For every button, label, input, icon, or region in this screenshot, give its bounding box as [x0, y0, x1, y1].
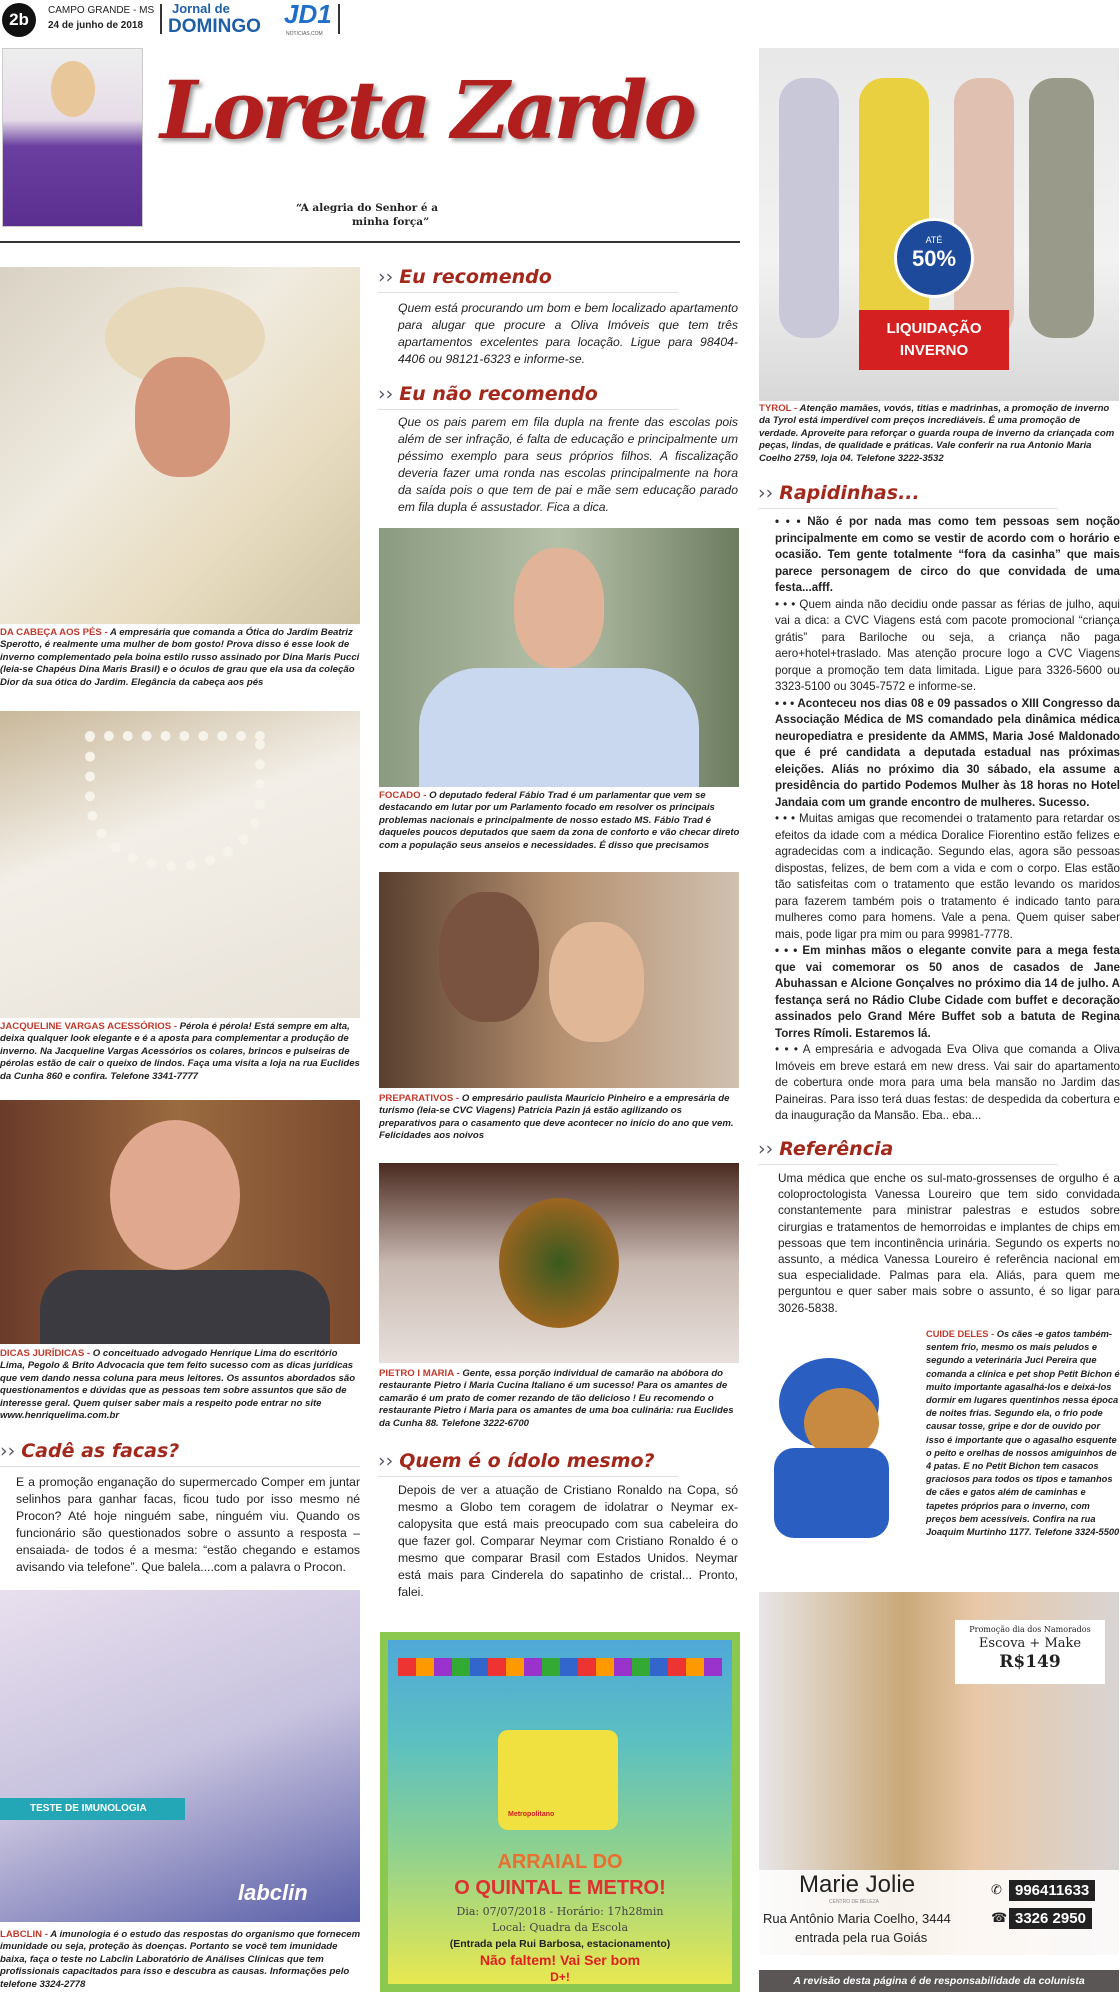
heading-facas: ›› Cadê as facas? — [0, 1440, 360, 1467]
rapidinha-item: • • • Não é por nada mas como tem pessoas sem noção principalmente em como se vestir de acordo com o horário e ocasião. Tem gente totalmente “fora da casinha” que mais parece personagem de circo do que convidada de uma festa...afff. — [775, 515, 1120, 594]
photo-dog — [759, 1328, 919, 1574]
rapidinha-item: • • • Aconteceu nos dias 08 e 09 passados o XIII Congresso da Associação Médica de MS comandado pela dinâmica médica neuropediatra e presidente da AMMS, Maria José Maldonado que é pré candidata a deputada estadual nas próximas eleições. Aliás no próximo dia 30 sábado, ela assume a presidência do partido Podemos Mulher às 18 horas no Hotel Jandaia com um grande encontro de mulheres. Sucesso. — [775, 696, 1120, 809]
whatsapp-icon: ✆ — [991, 1882, 1002, 1897]
masthead-title: Loreta Zardo — [160, 63, 693, 157]
caption-labclin: LABCLIN - A imunologia é o estudo das respostas do organismo que fornecem imunidade ou seja, proteção às doenças. Portanto se você tem imunidade baixa, faça o teste no Labclin Laboratório de Análises Clínicas que tem profissionais capacitados para isso e descubra as causas. Informações pelo telefone 3324-2778 — [0, 1929, 361, 1990]
caption-pietro: PIETRO I MARIA - Gente, essa porção individual de camarão na abóbora do restaurante Pietro i Maria Cucina Italiano é um sucesso! Para os amantes de camarão é um prato de comer rezando de tão delicioso ! Eu recomendo o restaurante Pietro i Maria para os amantes de uma boa culinária: rua Euclides da Cunha 88. Telefone 3222-6700 — [379, 1368, 734, 1429]
heading-idolo: ›› Quem é o ídolo mesmo? — [378, 1450, 678, 1477]
arraial-title2: O QUINTAL E METRO! — [454, 1877, 666, 1899]
sale-circle — [894, 218, 974, 298]
marie-phone2: 3326 2950 — [1009, 1908, 1092, 1929]
motto-line1: “A alegria do Senhor é a — [296, 202, 439, 214]
rapidinha-item: • • • A empresária e advogada Eva Oliva que comanda a Oliva Imóveis em breve estará em new dress. Vai sair do apartamento de cobertura onde mora para uma bela mansão no Jardim das Paineiras. Para isso terá duas festas: de despedida da cobertura e da inauguração da Mansão. Eba.. eba... — [775, 1043, 1120, 1122]
rapidinha-item: • • • Quem ainda não decidiu onde passar as férias de julho, aqui vai a dica: a CVC Viagens está com pacote promocional “criança grátis” para Bariloche ou seja, a criança não paga aero+hotel+traslado. Mas atenção procure logo a CVC Viagens porque a promoção tem data limitada. Ligue para 3326-5600 ou 3323-5100 ou 3045-7572 e informe-se. — [775, 597, 1120, 693]
caption-cuide: CUIDE DELES - Os cães -e gatos também- sentem frio, mesmo os mais peludos e segundo a veterinária Juci Pereira que comanda a clínica e pet shop Petit Bichon é muito importante agasalhá-los e deixá-los dormir em lugares quentinhos nessa época de noites frias. Segundo ela, o frio pode causar tosse, gripe e dor de ouvido por isso é importante que o agasalho esquente o peito e orelhas de nossos amiguinhos de 4 patas. E no Petit Bichon tem casacos graciosos para todos os tipos e tamanhos de cães e gatos além de caminhas e tapetes próprios para o inverno, com preços bem acessíveis. Confira na rua Joaquim Murtinho 1177. Telefone 3324-5500 — [926, 1329, 1120, 1538]
header-city: CAMPO GRANDE - MS — [48, 5, 155, 16]
heading-nao-recomendo: ›› Eu não recomendo — [378, 383, 678, 410]
text-facas: E a promoção enganação do supermercado Comper em juntar selinhos para ganhar facas, ficou tudo por isso mesmo né Procon? Até hoje ninguém sabe, ninguém viu. Quando os funcionário são questionados sobre o assunto a resposta –ensaiada- de todos é a mesma: “estão chegando e estamos avisando via telefone”. Que balela....com a palavra o Procon. — [16, 1475, 360, 1574]
labclin-badge: TESTE DE IMUNOLOGIA — [0, 1798, 185, 1820]
brand-logo-top: Jornal de — [172, 1, 230, 16]
page-number-badge: 2b — [2, 3, 36, 37]
sale-percent: 50% — [911, 246, 957, 271]
heading-rapidinhas: ›› Rapidinhas... — [758, 482, 1058, 509]
brand-logo-bottom: DOMINGO — [168, 16, 261, 37]
arraial-sponsor: Metropolitano — [508, 1811, 555, 1818]
caption-dicas: DICAS JURÍDICAS - O conceituado advogado Henrique Lima do escritório Lima, Pegolo & Brito Advocacia que tem feito sucesso com as dicas jurídicas que vem dando nessa coluna para meus leitores. Os assuntos abordados são questionamentos e dúvidas que as pessoas tem sobre assuntos que são de interesse geral. Quem quiser saber mais a respeito pode entrar no site www.henriquelima.com.br — [0, 1348, 356, 1422]
caption-jacqueline: JACQUELINE VARGAS ACESSÓRIOS - Pérola é pérola! Está sempre em alta, deixa qualquer look elegante e é a aposta para complementar a produção de inverno. Na Jacqueline Vargas Acessórios os colares, brincos e pulseiras de pérolas estão de cair o queixo de lindos. Faça uma visita a loja na rua Euclides da Cunha 860 e confira. Telefone 3341-7777 — [0, 1021, 360, 1082]
arraial-call1: Não faltem! Vai Ser bom — [479, 1952, 641, 1968]
marie-brand-sub: CENTRO DE BELEZA — [829, 1899, 880, 1905]
header-date: 24 de junho de 2018 — [48, 20, 144, 31]
text-referencia: Uma médica que enche os sul-mato-grossenses de orgulho é a coloproctologista Vanessa Loureiro que tem sido convidada constantemente para ministrar palestras e estudos sobre cirurgias e tratamentos de hemorroidas e implantes de chips em pessoas que tem incontinência urinária. Segundo os experts no assunto, a médica Vanessa Loureiro é referência nacional em sua especialidade. Palmas para ela. Aliás, para quem me perguntou e quer saber mais sobre o assunto, é so ligar para 3026-5838. — [778, 1171, 1120, 1315]
sale-ate: ATÉ — [925, 235, 943, 245]
divider — [338, 4, 340, 34]
marie-brand: Marie Jolie — [799, 1871, 916, 1898]
promo-box: Promoção dia dos Namorados Escova + Make R$149 — [955, 1620, 1105, 1684]
photo-henrique — [0, 1100, 360, 1344]
phone-icon: ☎ — [991, 1910, 1008, 1925]
masthead-rule — [0, 241, 740, 243]
marie-phone1: 996411633 — [1009, 1880, 1095, 1901]
jd1-logo: JD1 — [284, 0, 332, 29]
rapidinha-item: • • • Em minhas mãos o elegante convite para a mega festa que vai comemorar os 50 anos de casados de Jane Abuhassan e Alcione Gonçalves no próximo dia 14 de julho. A festança será no Rádio Clube Cidade com buffet e decoração assinados pelo Grand Mére Buffet sob a batuta de Regina Torres Rímoli. Estaremos lá. — [775, 944, 1120, 1040]
ad-tyrol — [759, 48, 1119, 401]
jd1-sub: NOTICIAS.COM — [286, 31, 323, 37]
marie-address2: entrada pela rua Goiás — [795, 1930, 928, 1945]
caption-focado: FOCADO - O deputado federal Fábio Trad é um parlamentar que vem se destacando em lutar por um Parlamento focado em resolver os principais problemas nacionais e principalmente de nosso estado MS. Fábio Trad é daqueles poucos deputados que saem da zona de conforto e vão checar direto com a população seus anseios e necessidades. É disso que precisamos — [379, 790, 740, 851]
caption-preparativos: PREPARATIVOS - O empresário paulista Maurício Pinheiro e a empresária de turismo (leia-se CVC Viagens) Patrícia Pazin já estão agilizando os preparativos para o casamento que deve acontecer no início do ano que vem. Felicidades aos noivos — [379, 1093, 734, 1142]
arraial-place: Local: Quadra da Escola — [491, 1921, 628, 1934]
sale-banner: LIQUIDAÇÃO INVERNO — [859, 310, 1009, 370]
arraial-title1: ARRAIAL DO — [497, 1851, 623, 1873]
heading-referencia: ›› Referência — [758, 1138, 1058, 1165]
labclin-logo: labclin — [238, 1880, 308, 1905]
bunting-flags — [398, 1658, 722, 1676]
ad-arraial — [380, 1632, 740, 1992]
photo-pietro — [379, 1163, 739, 1363]
text-recomendo: Quem está procurando um bom e bem localizado apartamento para alugar que procure a Oliva Imóveis que tem três apartamentos excelentes para locação. Ligue para 98404-4406 ou 98121-6323 e informe-se. — [398, 301, 738, 366]
arraial-entry: (Entrada pela Rui Barbosa, estacionamento) — [449, 1938, 671, 1950]
text-rapidinhas — [775, 514, 1120, 1125]
ad-marie-jolie — [759, 1592, 1119, 1955]
caption-cabeca: DA CABEÇA AOS PÉS - A empresária que comanda a Ótica do Jardim Beatriz Sperotto, é realmente uma mulher de bom gosto! Prova disso é esse look de inverno complementado pela boina estilo russo assinado por Dina Maris Pucci (leia-se Chapéus Dina Maris Brasil) e o óculos de grau que ela usa da coleção Dior da sua ótica do Jardim. Elegância da cabeça aos pés — [0, 627, 360, 688]
motto-line2: minha força” — [352, 216, 430, 228]
rapidinha-item: • • • Muitas amigas que recomendei o tratamento para retardar os efeitos da idade com a médica Doralice Fiorentino estão felizes e agradecidas com a indicação. Segundo elas, agora são pessoas dispostas, felizes, de bem com a vida e com o corpo. Elas estão tão satisfeitas com o tratamento que estão levando os maridos para fazerem também pois o tratamento é indicado tanto para mulheres como para homens. Vale a pena. Quem quiser saber mais, pode ligar pra mim ou para 99981-7778. — [775, 812, 1120, 941]
heading-recomendo: ›› Eu recomendo — [378, 266, 678, 293]
photo-fabio — [379, 528, 739, 787]
arraial-date: Dia: 07/07/2018 - Horário: 17h28min — [456, 1905, 664, 1918]
ad-labclin — [0, 1590, 360, 1922]
caption-tyrol: TYROL - Atenção mamães, vovós, titias e madrinhas, a promoção de inverno da Tyrol está imperdível com preços incrediáveis. É uma promoção de verdade. Aproveite para reforçar o guarda roupa de inverno da criançada com peças, lindas, de qualidade e práticas. Vale conferir na rua Antonio Maria Coelho 2759, loja 04. Telefone 3222-3532 — [759, 403, 1115, 464]
divider — [160, 4, 162, 34]
photo-preparativos — [379, 872, 739, 1088]
photo-beatriz — [0, 267, 360, 624]
arraial-call2: D+! — [550, 1970, 570, 1984]
columnist-photo — [2, 48, 143, 227]
text-nao-recomendo: Que os pais parem em fila dupla na frente das escolas pois além de ser infração, é falta de educação e principalmente um péssimo exemplo para seus próprios filhos. A fiscalização deveria fazer uma ronda nas escolas principalmente na hora da saída pois o que tem de pai e mãe sem educação parado em fila dupla é assustador. Fica a dica. — [398, 415, 738, 514]
text-idolo: Depois de ver a atuação de Cristiano Ronaldo na Copa, só mesmo a Globo tem coragem de idolatrar o Neymar ex-calopysita que está mais preocupado com sua cabeleira do que fazer gol. Comparar Neymar com Cristiano Ronaldo é o mesmo que comparar Brasil com Estados Unidos. Neymar está mais para Cinderela do sapatinho de cristal... Pronto, falei. — [398, 1483, 738, 1599]
marie-address: Rua Antônio Maria Coelho, 3444 — [763, 1911, 951, 1926]
footer-note: A revisão desta página é de responsabilidade da colunista — [759, 1970, 1119, 1992]
photo-pearls — [0, 711, 360, 1018]
